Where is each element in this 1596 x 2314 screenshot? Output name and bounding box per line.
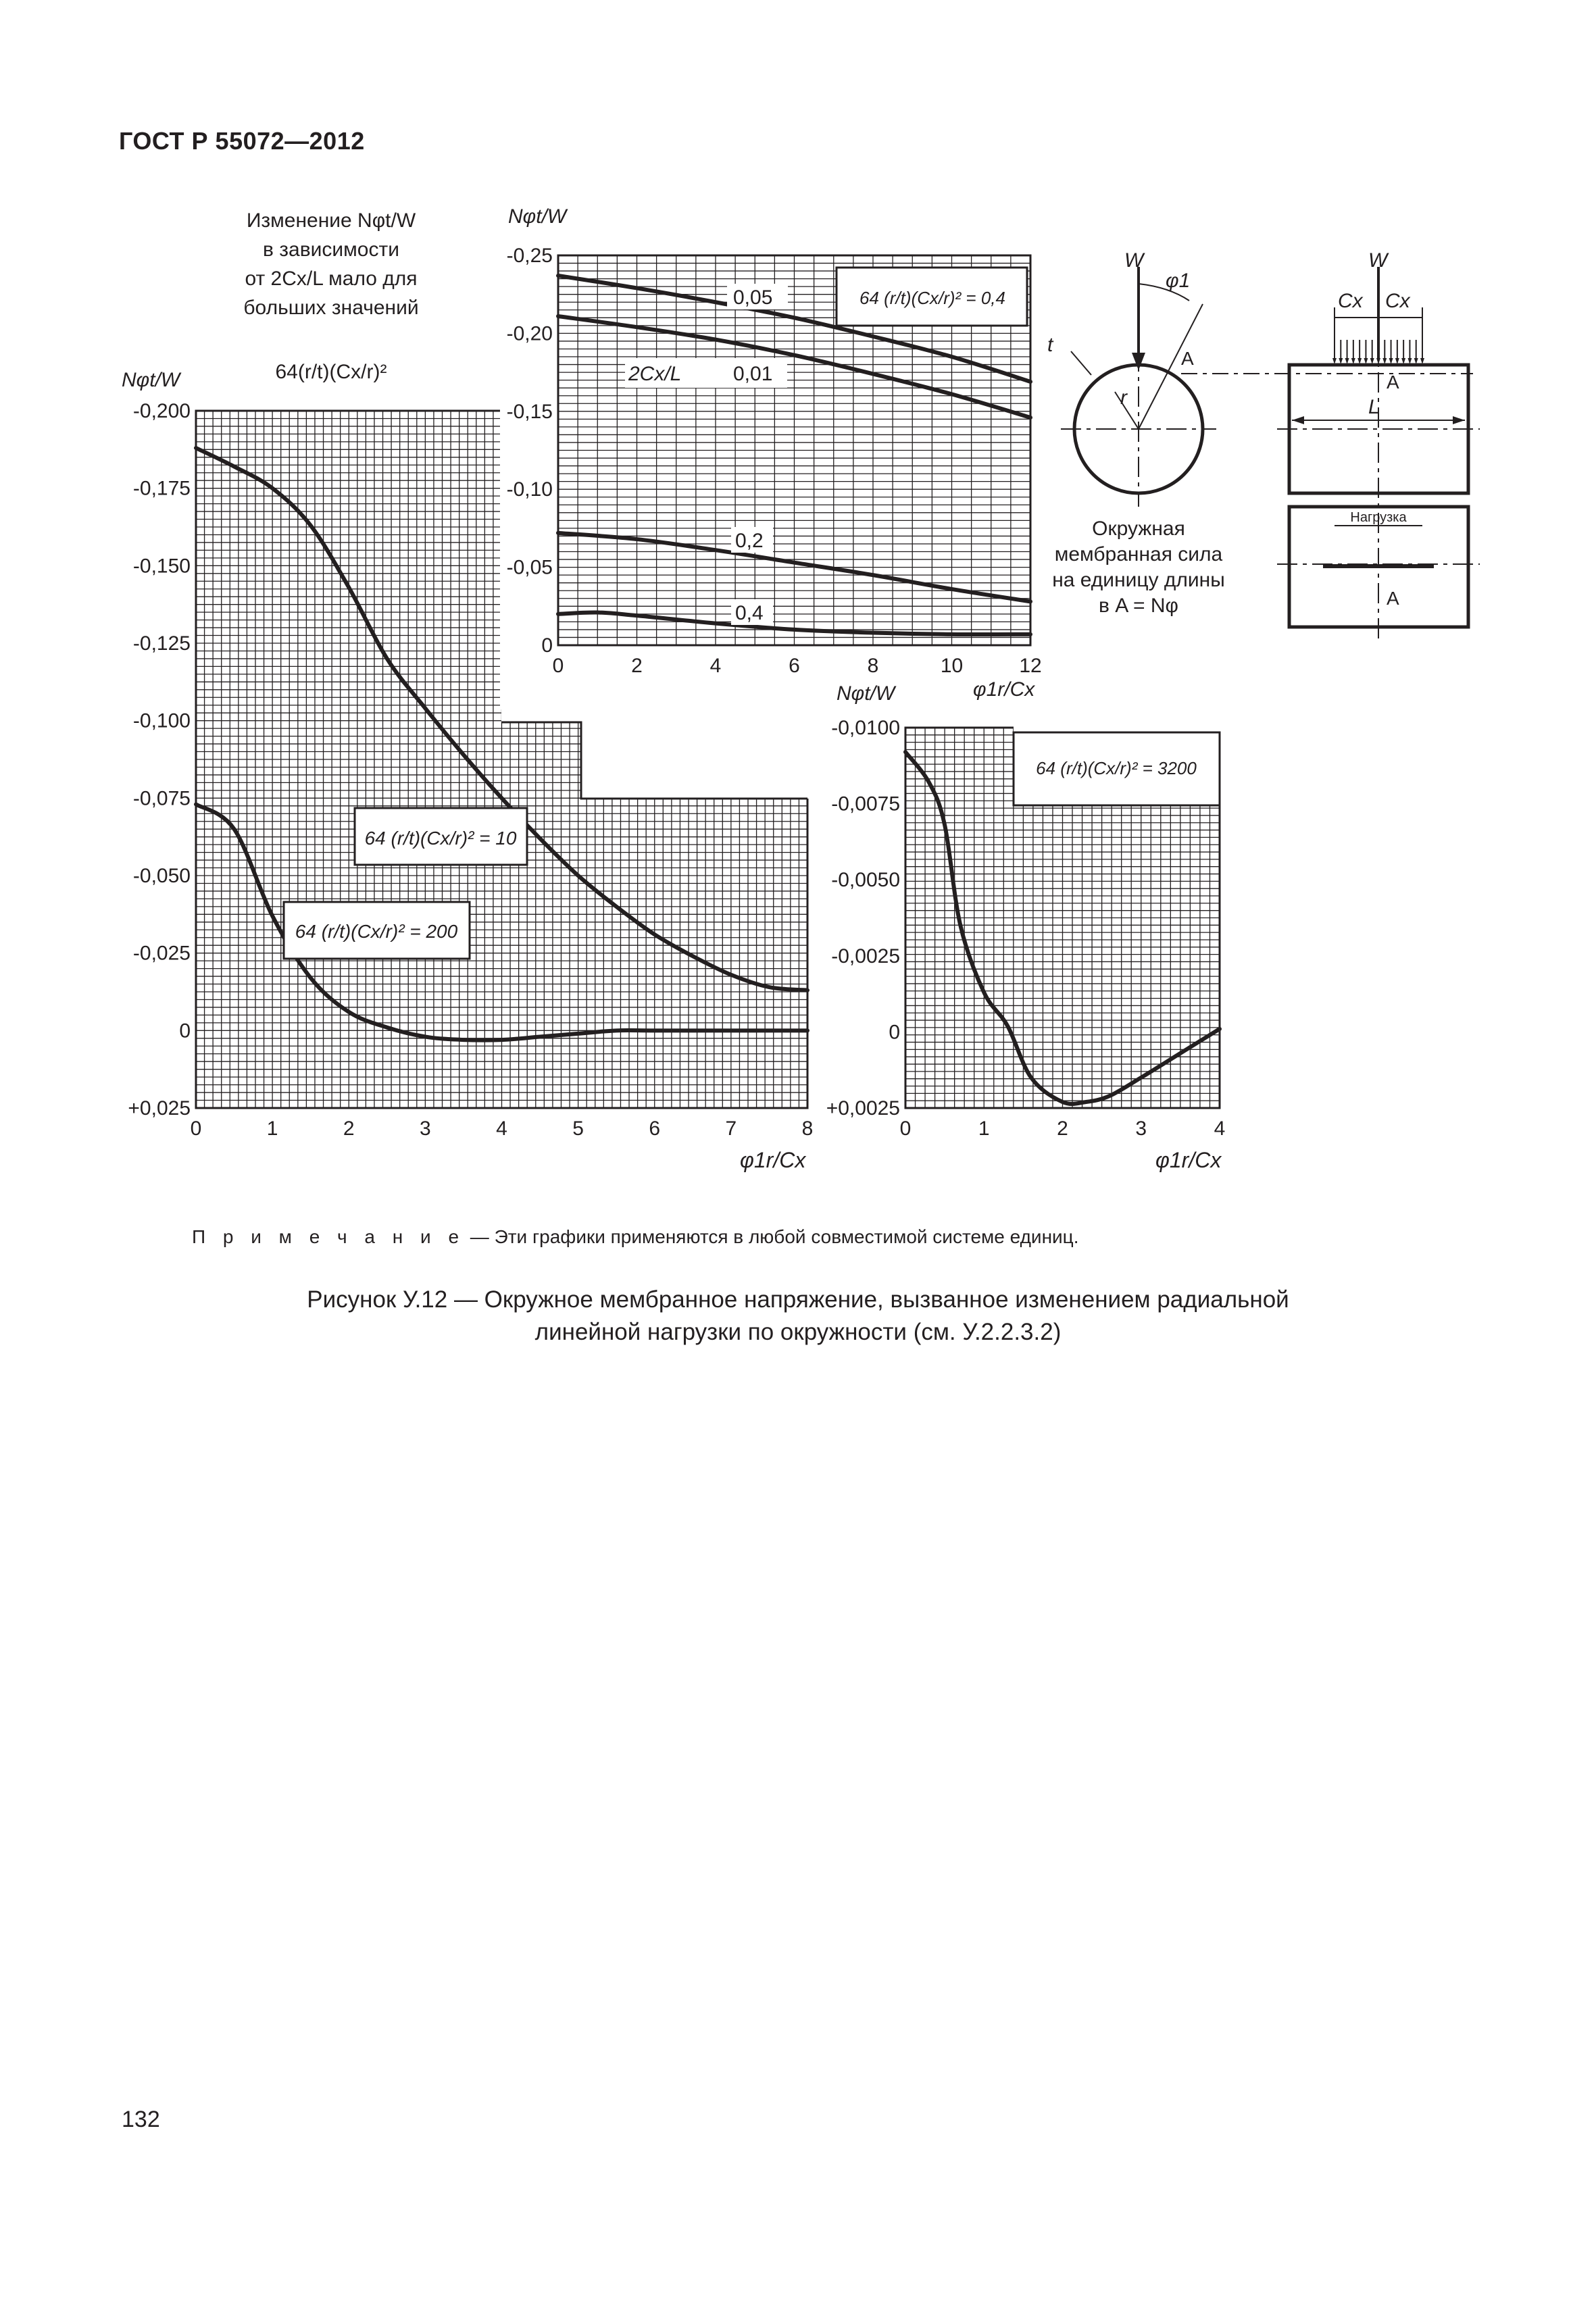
inset-x-tick-label: 6 — [789, 655, 800, 677]
inset-y-tick-label: 0 — [541, 634, 553, 657]
right-chart-ylabel: Nφt/W — [837, 682, 895, 705]
right-y-tick-label: -0,0025 — [831, 945, 900, 967]
right-x-tick-label: 4 — [1214, 1117, 1226, 1140]
main-chart-ylabel: Nφt/W — [122, 369, 180, 391]
inset-curve-label-04: 0,4 — [735, 602, 764, 624]
diagram-A-label-1: A — [1181, 348, 1194, 369]
main-grid-mask-step — [581, 722, 809, 799]
main-series-1-label: 64 (r/t)(Cx/r)² = 10 — [364, 828, 517, 849]
main-y-tick-label: -0,150 — [132, 555, 191, 578]
side-view-diagram — [1277, 267, 1480, 638]
diagram-r-label: r — [1120, 386, 1127, 409]
inset-y-tick-label: -0,05 — [506, 556, 553, 579]
side-note-line-1: Изменение Nφt/W — [246, 209, 416, 232]
right-x-tick-label: 3 — [1135, 1117, 1147, 1140]
main-series-2-label: 64 (r/t)(Cx/r)² = 200 — [295, 921, 458, 942]
diagram-caption — [1052, 518, 1225, 617]
inset-y-tick-label: -0,10 — [506, 478, 553, 501]
main-y-tick-label: +0,025 — [128, 1097, 191, 1120]
main-x-tick-label: 3 — [420, 1117, 431, 1140]
main-x-tick-label: 2 — [343, 1117, 355, 1140]
side-note-line-5: 64(r/t)(Cx/r)² — [275, 361, 387, 383]
side-note-line-2: в зависимости — [263, 238, 399, 261]
right-y-tick-label: +0,0025 — [826, 1097, 900, 1120]
inset-y-tick-label: -0,25 — [506, 245, 553, 267]
inset-curve-label-title: 2Cx/L — [628, 363, 682, 385]
main-chart-xlabel: φ1r/Cx — [740, 1148, 806, 1172]
diagram-A-label-2: A — [1387, 372, 1399, 393]
inset-x-tick-label: 4 — [709, 655, 722, 677]
main-y-tick-label: -0,200 — [132, 400, 191, 422]
inset-x-tick-label: 10 — [940, 655, 964, 677]
side-note — [243, 209, 418, 383]
inset-x-tick-label: 12 — [1019, 655, 1042, 677]
inset-curve-label-001: 0,01 — [733, 363, 773, 385]
right-y-tick-label: -0,0050 — [831, 869, 900, 892]
inset-y-tick-label: -0,20 — [506, 322, 553, 345]
main-x-tick-label: 8 — [801, 1117, 814, 1140]
right-x-tick-label: 2 — [1057, 1117, 1068, 1140]
main-x-tick-label: 5 — [572, 1117, 584, 1140]
note-prefix: П р и м е ч а н и е — [192, 1226, 466, 1247]
right-x-tick-label: 1 — [978, 1117, 990, 1140]
diagram-W-label-2: W — [1368, 249, 1388, 272]
right-y-tick-label: -0,0100 — [831, 717, 900, 739]
side-note-line-4: больших значений — [243, 297, 419, 319]
inset-y-tick-label: -0,15 — [506, 400, 553, 423]
inset-x-tick-label: 8 — [867, 655, 879, 677]
main-y-tick-label: -0,125 — [132, 632, 191, 655]
diagram-cx-label-1: Cx — [1338, 290, 1363, 312]
figure-caption — [0, 1284, 1596, 1349]
inset-x-tick-label: 0 — [552, 655, 564, 677]
inset-chart — [500, 203, 1042, 709]
main-y-tick-label: -0,050 — [132, 865, 191, 887]
diagram-A-label-3: A — [1387, 588, 1399, 609]
main-x-tick-label: 1 — [266, 1117, 278, 1140]
diagram-cx-label-2: Cx — [1385, 290, 1410, 312]
side-note-line-3: от 2Cx/L мало для — [245, 268, 418, 290]
main-x-tick-label: 4 — [496, 1117, 507, 1140]
inset-curve-label-02: 0,2 — [735, 530, 764, 552]
diagram-caption-line-3: на единицу длины — [1052, 569, 1225, 591]
main-y-tick-label: -0,075 — [132, 787, 191, 810]
right-series-label: 64 (r/t)(Cx/r)² = 3200 — [1036, 758, 1197, 778]
right-x-tick-label: 0 — [899, 1117, 912, 1140]
right-y-tick-label: 0 — [889, 1021, 900, 1044]
diagram-caption-line-1: Окружная — [1092, 518, 1185, 540]
right-chart-xlabel: φ1r/Cx — [1155, 1148, 1222, 1172]
caption-line-1: Рисунок У.12 — Окружное мембранное напряжение, вызванное изменением радиальной — [307, 1286, 1289, 1313]
inset-parameter-legend — [837, 268, 1027, 326]
diagram-caption-line-2: мембранная сила — [1054, 543, 1223, 565]
main-y-tick-label: 0 — [179, 1020, 191, 1042]
inset-chart-ylabel: Nφt/W — [508, 205, 567, 228]
diagram-load-label: Нагрузка — [1350, 510, 1407, 525]
right-chart — [826, 682, 1226, 1172]
right-chart-legend — [1014, 732, 1220, 805]
diagram-L-label: L — [1368, 396, 1380, 418]
inset-curve-label-005: 0,05 — [733, 286, 773, 309]
diagram-t-label: t — [1047, 334, 1053, 356]
main-y-tick-label: -0,175 — [132, 477, 191, 500]
main-x-tick-label: 6 — [649, 1117, 661, 1140]
main-x-tick-label: 0 — [190, 1117, 202, 1140]
document-standard-header: ГОСТ Р 55072—2012 — [119, 127, 365, 155]
right-y-tick-label: -0,0075 — [831, 793, 900, 815]
main-x-tick-label: 7 — [725, 1117, 737, 1140]
diagram-caption-line-4: в A = Nφ — [1099, 595, 1178, 617]
main-y-tick-label: -0,100 — [132, 709, 191, 732]
main-chart-legend-200 — [284, 902, 470, 959]
main-chart-legend-10 — [355, 808, 527, 865]
inset-x-tick-label: 2 — [631, 655, 643, 677]
caption-line-2: линейной нагрузки по окружности (см. У.2.2.3.2) — [534, 1319, 1062, 1345]
note-text: — Эти графики применяются в любой совместимой системе единиц. — [465, 1226, 1079, 1247]
page-number: 132 — [122, 2107, 160, 2132]
inset-chart-xlabel: φ1r/Cx — [973, 678, 1035, 701]
figure-note — [192, 1226, 1078, 1248]
diagram-W-label-1: W — [1124, 249, 1144, 272]
diagram-phi-label: φ1 — [1166, 270, 1191, 292]
inset-parameter-label: 64 (r/t)(Cx/r)² = 0,4 — [859, 288, 1005, 308]
main-y-tick-label: -0,025 — [132, 942, 191, 965]
